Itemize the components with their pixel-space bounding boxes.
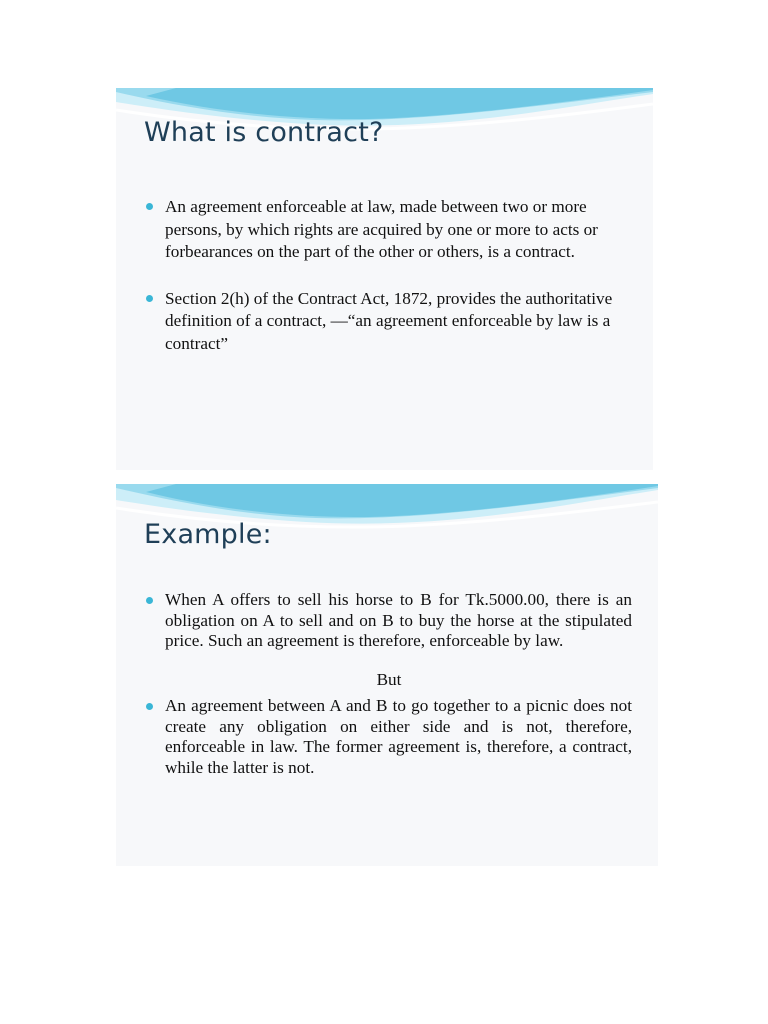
round-bullet-icon <box>146 703 153 710</box>
slide-title: What is contract? <box>144 117 384 148</box>
bullet-item <box>146 590 632 652</box>
bullet-text: When A offers to sell his horse to B for Tk.5000.00, there is an obligation on A to sell and on B to buy the horse at the stipulated price. Such an agreement is therefore, enforceable by law. <box>165 590 632 650</box>
bullet-item <box>146 196 628 264</box>
bullet-text: An agreement between A and B to go together to a picnic does not create any obligation on either side and is not, therefore, enforceable in law. The former agreement is, therefore, a contract, while the latter is not. <box>165 696 632 777</box>
bullet-list <box>146 196 628 355</box>
bullet-text: Section 2(h) of the Contract Act, 1872, provides the authoritative definition of a contract, —“an agreement enforceable by law is a contract” <box>165 288 613 353</box>
round-bullet-icon <box>146 597 153 604</box>
bullet-list <box>146 590 632 778</box>
bullet-text: An agreement enforceable at law, made between two or more persons, by which rights are acquired by one or more to acts or forbearances on the part of the other or others, is a contract. <box>165 197 598 261</box>
separator-text: But <box>376 669 402 689</box>
slide-title: Example: <box>144 519 272 550</box>
bullet-item <box>146 288 628 356</box>
slide-example <box>116 484 658 866</box>
round-bullet-icon <box>146 203 153 210</box>
round-bullet-icon <box>146 295 153 302</box>
slide-what-is-contract <box>116 88 653 470</box>
bullet-item <box>146 696 632 778</box>
